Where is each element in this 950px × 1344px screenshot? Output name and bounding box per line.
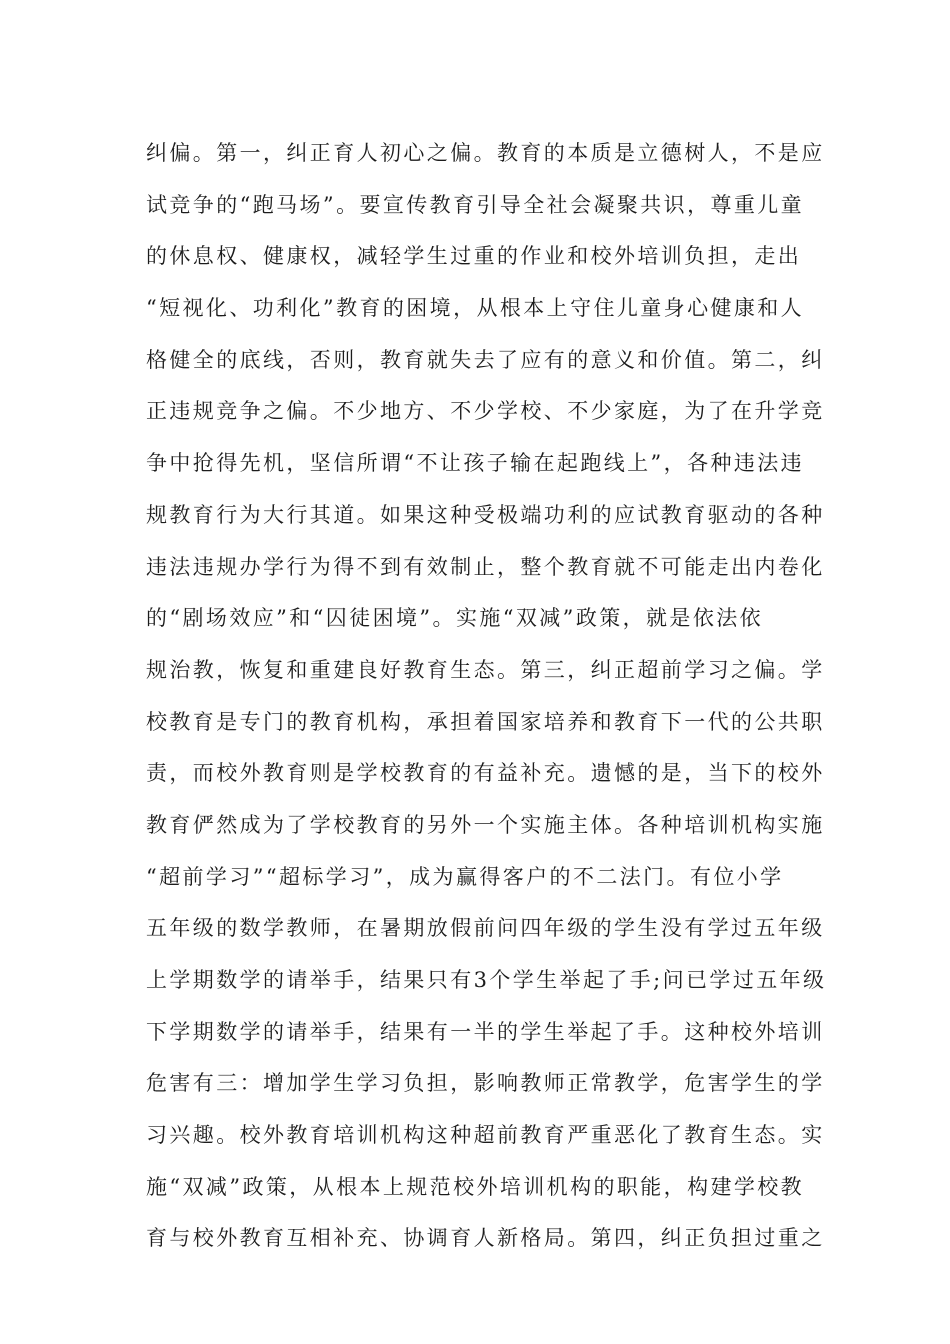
text-line: 校教育是专门的教育机构，承担着国家培养和教育下一代的公共职 [146, 709, 825, 734]
text-line: 危害有三：增加学生学习负担，影响教师正常教学，危害学生的学 [146, 1071, 825, 1096]
text-line: 的休息权、健康权，减轻学生过重的作业和校外培训负担，走出 [146, 244, 802, 269]
text-line: 教育俨然成为了学校教育的另外一个实施主体。各种培训机构实施 [146, 812, 825, 837]
text-line: 试竞争的“跑马场”。要宣传教育引导全社会凝聚共识，尊重儿童 [146, 192, 805, 217]
text-line: 格健全的底线，否则，教育就失去了应有的意义和价值。第二，纠 [146, 347, 825, 372]
text-line: “超前学习”“超标学习”，成为赢得客户的不二法门。有位小学 [146, 864, 784, 889]
text-line: 责，而校外教育则是学校教育的有益补充。遗憾的是，当下的校外 [146, 761, 825, 786]
text-line: 施“双减”政策，从根本上规范校外培训机构的职能，构建学校教 [146, 1174, 805, 1199]
text-line: 育与校外教育互相补充、协调育人新格局。第四，纠正负担过重之 [146, 1226, 825, 1251]
text-line: 规治教，恢复和重建良好教育生态。第三，纠正超前学习之偏。学 [146, 657, 825, 682]
text-line: 违法违规办学行为得不到有效制止，整个教育就不可能走出内卷化 [146, 554, 825, 579]
text-line: “短视化、功利化”教育的困境，从根本上守住儿童身心健康和人 [146, 296, 805, 321]
text-line: 下学期数学的请举手，结果有一半的学生举起了手。这种校外培训 [146, 1019, 825, 1044]
text-line: 规教育行为大行其道。如果这种受极端功利的应试教育驱动的各种 [146, 502, 825, 527]
text-line: 五年级的数学教师，在暑期放假前问四年级的学生没有学过五年级 [146, 916, 825, 941]
text-line: 习兴趣。校外教育培训机构这种超前教育严重恶化了教育生态。实 [146, 1123, 825, 1148]
body-paragraph [146, 128, 827, 1265]
text-line: 上学期数学的请举手，结果只有3个学生举起了手;问已学过五年级 [146, 968, 827, 992]
text-line: 纠偏。第一，纠正育人初心之偏。教育的本质是立德树人，不是应 [146, 141, 825, 165]
text-line: 争中抢得先机，坚信所谓“不让孩子输在起跑线上”，各种违法违 [146, 451, 805, 476]
text-line: 正违规竞争之偏。不少地方、不少学校、不少家庭，为了在升学竞 [146, 399, 825, 424]
text-line: 的“剧场效应”和“囚徒困境”。实施“双减”政策，就是依法依 [146, 606, 764, 631]
